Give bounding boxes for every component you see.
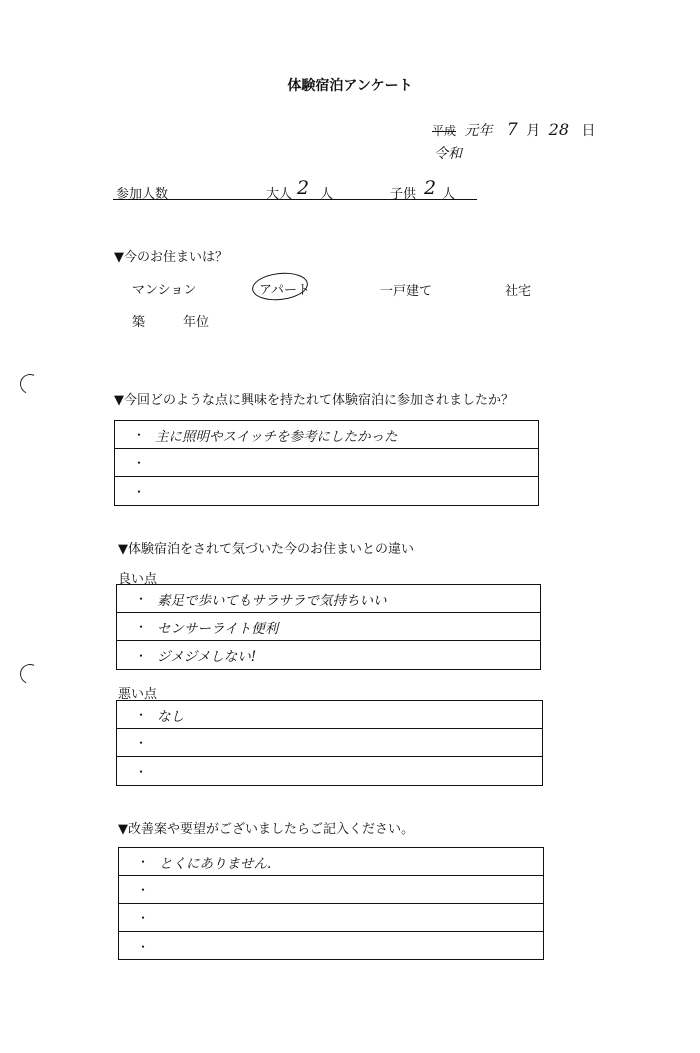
bad-row-1[interactable] — [117, 701, 542, 729]
date-day: 28 — [548, 120, 570, 139]
children-count: 2 — [424, 177, 437, 199]
requests-answer-1: とくにありません. — [159, 855, 272, 872]
bullet: ・ — [135, 764, 148, 779]
date-month-suffix: 月 — [526, 123, 541, 139]
requests-row-4[interactable] — [119, 932, 543, 960]
residence-question: ▼今のお住まいは？ — [114, 250, 228, 265]
bullet: ・ — [135, 592, 148, 606]
interest-answer-1: 主に照明やスイッチを参考にしたかった — [155, 428, 398, 445]
bad-answer-1: なし — [157, 708, 185, 725]
bullet: ・ — [135, 736, 148, 750]
residence-option-mansion[interactable]: マンション — [132, 283, 197, 298]
bullet: ・ — [137, 855, 150, 869]
bullet: ・ — [137, 883, 150, 897]
interest-row-2[interactable] — [115, 449, 538, 477]
bullet: ・ — [137, 939, 150, 954]
requests-row-2[interactable] — [119, 876, 543, 904]
requests-box — [118, 847, 544, 960]
bullet: ・ — [133, 484, 146, 499]
adults-unit: 人 — [320, 187, 334, 202]
date-day-suffix: 日 — [581, 123, 596, 139]
good-row-2[interactable] — [117, 613, 540, 641]
requests-question: ▼改善案や要望がございましたらご記入ください。 — [118, 822, 414, 837]
adults-count: 2 — [297, 177, 310, 199]
good-row-1[interactable] — [117, 585, 540, 613]
punch-hole-top — [17, 371, 43, 397]
requests-row-3[interactable] — [119, 904, 543, 932]
date-era: 令和 — [434, 146, 462, 162]
era-struck: 平成 — [432, 124, 457, 138]
residence-option-apartment[interactable]: アパート — [259, 283, 310, 298]
date-month: 7 — [506, 120, 518, 140]
interest-row-3[interactable] — [115, 477, 538, 505]
interest-row-1[interactable] — [115, 421, 538, 449]
build-label: 築 — [132, 315, 146, 330]
date-area — [432, 120, 595, 140]
page-title: 体験宿泊アンケート — [287, 78, 413, 94]
children-label: 子供 — [390, 187, 417, 202]
children-unit: 人 — [442, 187, 456, 202]
good-answer-2: センサーライト便利 — [157, 620, 279, 637]
differences-question: ▼体験宿泊をされて気づいた今のお住まいとの違い — [118, 542, 414, 557]
bullet: ・ — [137, 911, 150, 925]
good-points-label: 良い点 — [118, 572, 158, 587]
bullet: ・ — [133, 428, 146, 442]
interest-box — [114, 420, 539, 506]
good-points-box — [116, 584, 541, 670]
date-year: 元年 — [464, 123, 493, 139]
bad-points-label: 悪い点 — [118, 687, 158, 702]
residence-option-house[interactable]: 一戸建て — [380, 284, 433, 299]
bad-row-2[interactable] — [117, 729, 542, 757]
good-answer-1: 素足で歩いてもサラサラで気持ちいい — [157, 592, 387, 609]
adults-label: 大人 — [266, 187, 293, 202]
residence-option-company[interactable]: 社宅 — [505, 284, 532, 299]
build-years-label: 年位 — [183, 315, 210, 330]
good-answer-3: ジメジメしない! — [157, 649, 257, 665]
bullet: ・ — [135, 648, 148, 663]
punch-hole-bottom — [17, 661, 43, 687]
good-row-3[interactable] — [117, 641, 540, 669]
bullet: ・ — [135, 620, 148, 634]
bullet: ・ — [133, 456, 146, 470]
bad-points-box — [116, 700, 543, 786]
bad-row-3[interactable] — [117, 757, 542, 785]
bullet: ・ — [135, 708, 148, 722]
participants-label: 参加人数 — [116, 187, 169, 202]
interest-question: ▼今回どのような点に興味を持たれて体験宿泊に参加されましたか？ — [114, 393, 514, 408]
requests-row-1[interactable] — [119, 848, 543, 876]
